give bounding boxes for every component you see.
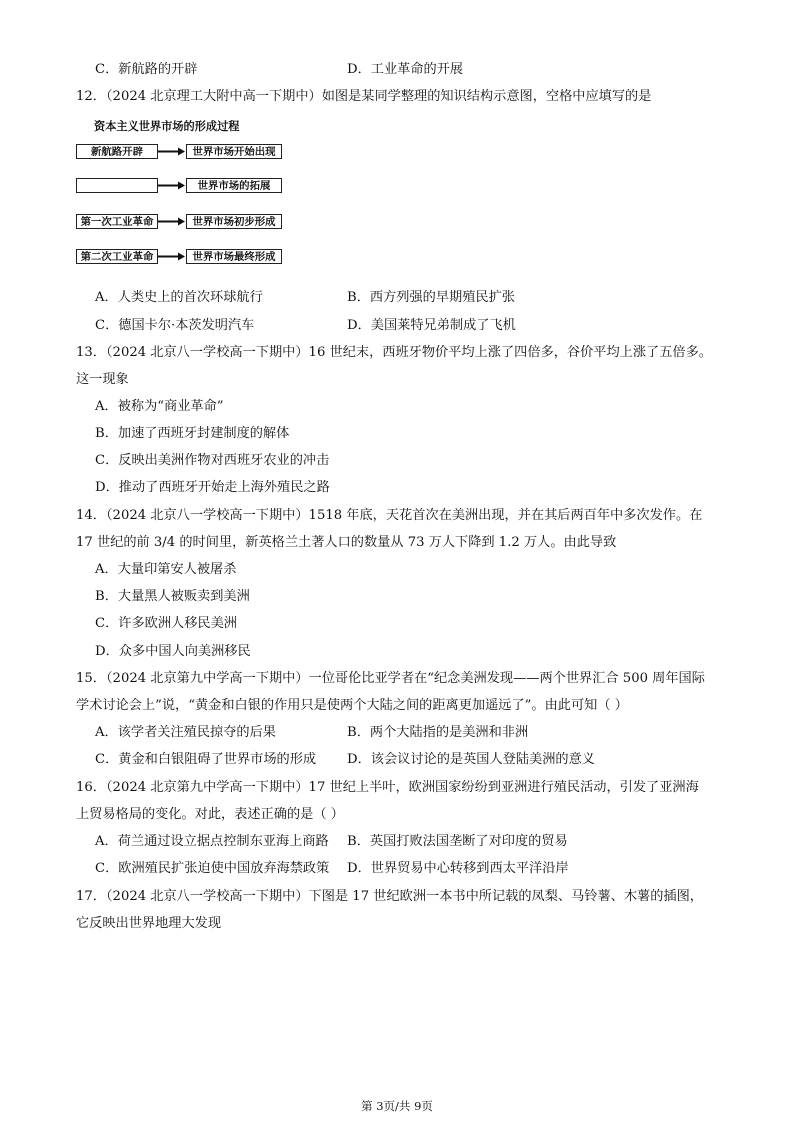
q15-option-c: C．黄金和白银阻碍了世界市场的形成: [95, 752, 317, 767]
arrow-right-icon: [158, 144, 186, 159]
q14-option-a: A．大量印第安人被屠杀: [95, 562, 237, 577]
arrow-right-icon: [158, 178, 186, 193]
q16-option-d: D．世界贸易中心转移到西太平洋沿岸: [347, 861, 569, 876]
diagram-right-box-4: 世界市场最终形成: [186, 249, 282, 264]
diagram-left-box-1: 新航路开辟: [76, 144, 158, 159]
q13-option-a: A．被称为“商业革命”: [95, 399, 224, 414]
question-12-stem: 12．（2024 北京理工大附中高一下期中）如图是某同学整理的知识结构示意图，空格中应填写的是: [76, 89, 652, 104]
question-16-stem-line1: 16．（2024 北京第九中学高一下期中）17 世纪上半叶，欧洲国家纷纷到亚洲进行殖民活动，引发了亚洲海: [76, 780, 699, 795]
question-15-stem-line2: 学术讨论会上”说，“黄金和白银的作用只是使两个大陆之间的距离更加遥远了”。由此可知（ ）: [76, 698, 628, 713]
question-14-stem-line1: 14．（2024 北京八一学校高一下期中）1518 年底，天花首次在美洲出现，并在其后两百年中多次发作。在: [76, 508, 703, 523]
q14-option-d: D．众多中国人向美洲移民: [95, 644, 251, 659]
q15-option-a: A．该学者关注殖民掠夺的后果: [95, 725, 276, 740]
diagram-left-box-4: 第二次工业革命: [76, 249, 158, 264]
q13-option-c: C．反映出美洲作物对西班牙农业的冲击: [95, 453, 330, 468]
diagram-right-box-2: 世界市场的拓展: [186, 178, 282, 193]
q16-option-a: A．荷兰通过设立据点控制东亚海上商路: [95, 834, 329, 849]
diagram-title: 资本主义世界市场的形成过程: [94, 120, 240, 133]
question-17-stem-line1: 17．（2024 北京八一学校高一下期中）下图是 17 世纪欧洲一本书中所记载的凤梨、马铃薯、木薯的插图，: [76, 889, 703, 904]
diagram-right-box-1: 世界市场开始出现: [186, 144, 282, 159]
question-14-stem-line2: 17 世纪的前 3/4 的时间里，新英格兰土著人口的数量从 73 万人下降到 1.2 万人。由此导致: [76, 535, 617, 550]
q12-option-a: A．人类史上的首次环球航行: [95, 290, 263, 305]
q16-option-b: B．英国打败法国垄断了对印度的贸易: [347, 834, 568, 849]
option-d-prev: D．工业革命的开展: [347, 62, 464, 77]
question-13-stem-line2: 这一现象: [76, 372, 129, 387]
q12-option-c: C．德国卡尔·本茨发明汽车: [95, 318, 255, 333]
q12-option-d: D．美国莱特兄弟制成了飞机: [347, 318, 516, 333]
arrow-right-icon: [158, 214, 186, 229]
q15-option-b: B．两个大陆指的是美洲和非洲: [347, 725, 529, 740]
question-16-stem-line2: 上贸易格局的变化。对此，表述正确的是（ ）: [76, 807, 344, 822]
q14-option-c: C．许多欧洲人移民美洲: [95, 616, 237, 631]
option-c-prev: C．新航路的开辟: [95, 62, 198, 77]
diagram-left-box-2-blank: [76, 178, 158, 193]
q16-option-c: C．欧洲殖民扩张迫使中国放弃海禁政策: [95, 861, 330, 876]
q15-option-d: D．该会议讨论的是英国人登陆美洲的意义: [347, 752, 595, 767]
diagram-left-box-3: 第一次工业革命: [76, 214, 158, 229]
question-17-stem-line2: 它反映出世界地理大发现: [76, 916, 222, 931]
q14-option-b: B．大量黑人被贩卖到美洲: [95, 589, 250, 604]
page-footer: 第 3页/共 9页: [361, 1099, 433, 1113]
q13-option-b: B．加速了西班牙封建制度的解体: [95, 426, 290, 441]
q13-option-d: D．推动了西班牙开始走上海外殖民之路: [95, 480, 330, 495]
arrow-right-icon: [158, 249, 186, 264]
question-13-stem-line1: 13．（2024 北京八一学校高一下期中）16 世纪末，西班牙物价平均上涨了四倍多，谷价平均上涨了五倍多。: [76, 345, 712, 360]
q12-option-b: B．西方列强的早期殖民扩张: [347, 290, 515, 305]
diagram-right-box-3: 世界市场初步形成: [186, 214, 282, 229]
question-15-stem-line1: 15．（2024 北京第九中学高一下期中）一位哥伦比亚学者在“纪念美洲发现——两个世界汇合 500 周年国际: [76, 671, 705, 686]
knowledge-structure-diagram: [76, 118, 306, 268]
